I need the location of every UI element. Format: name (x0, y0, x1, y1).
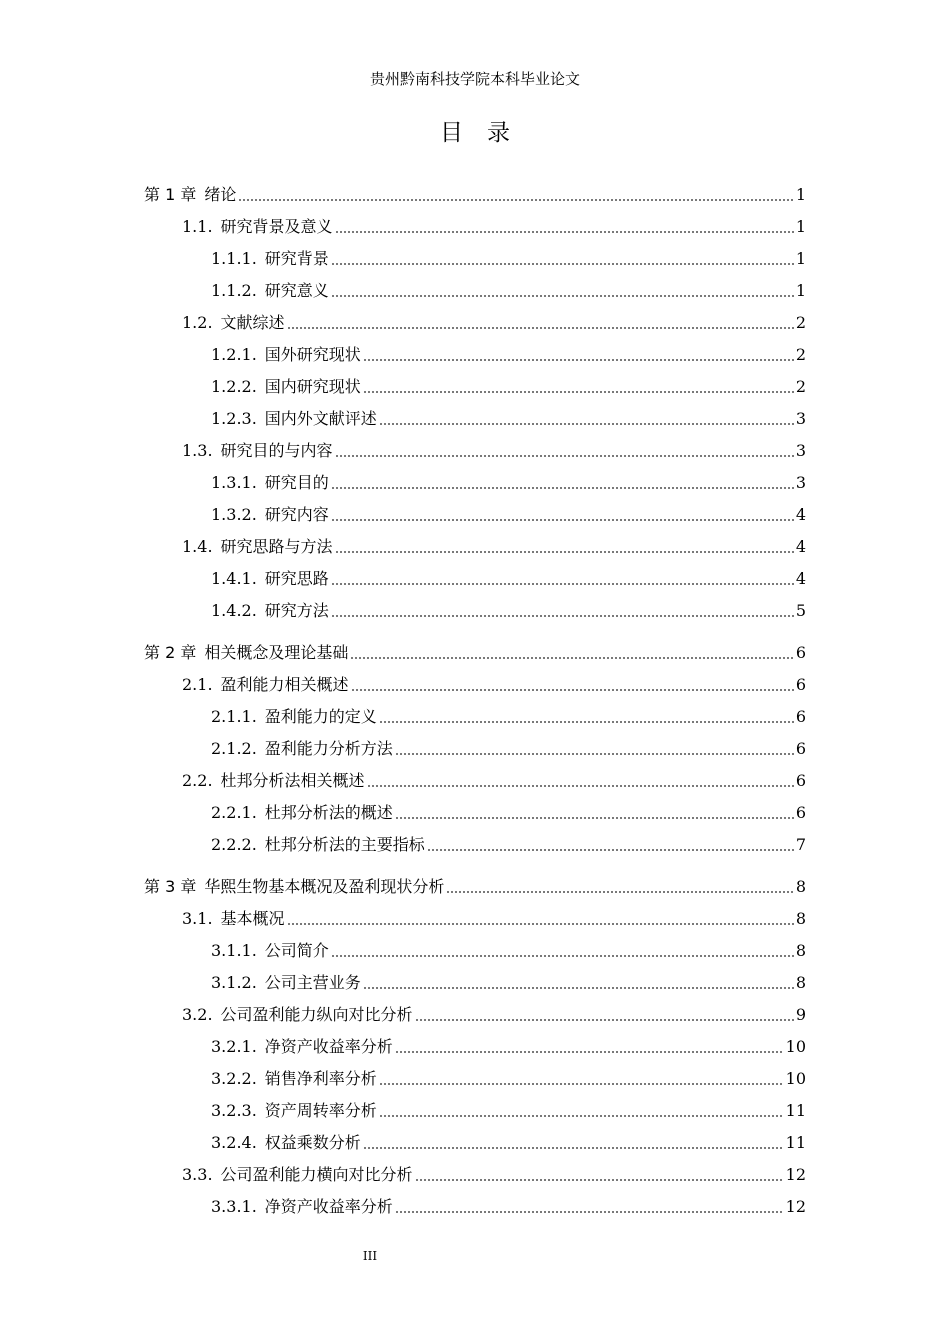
toc-number: 1.3.2. (211, 505, 257, 524)
toc-number: 2.1.2. (211, 739, 257, 758)
toc-leader-dots (331, 955, 794, 957)
toc-section[interactable] (182, 532, 806, 558)
toc-number: 1.2.3. (211, 409, 257, 428)
toc-leader-dots (331, 295, 794, 297)
toc-number: 1.4. (182, 537, 213, 556)
toc-number: 1.1. (182, 217, 213, 236)
toc-page-number: 1 (795, 249, 806, 268)
toc-section[interactable] (182, 904, 806, 930)
toc-page-number: 4 (795, 569, 806, 588)
toc-leader-dots (379, 1115, 784, 1117)
toc-section[interactable] (182, 1160, 806, 1186)
toc-section[interactable] (182, 212, 806, 238)
toc-subsection[interactable] (211, 830, 806, 856)
toc-number: 2.2.1. (211, 803, 257, 822)
toc-number: 2.2.2. (211, 835, 257, 854)
toc-subsection[interactable] (211, 1064, 806, 1090)
toc-number: 3.2.4. (211, 1133, 257, 1152)
toc-leader-dots (363, 391, 794, 393)
toc-page-number: 6 (795, 675, 806, 694)
toc-leader-dots (379, 1083, 784, 1085)
toc-subsection[interactable] (211, 340, 806, 366)
toc-number: 第 2 章 (144, 643, 197, 662)
toc-number: 1.1.1. (211, 249, 257, 268)
toc-page-number: 1 (795, 185, 806, 204)
toc-leader-dots (395, 817, 794, 819)
toc-page-number: 8 (795, 909, 806, 928)
toc-page-number: 11 (785, 1101, 806, 1120)
toc-number: 3.2.2. (211, 1069, 257, 1088)
toc-title: 杜邦分析法相关概述 (220, 771, 365, 790)
toc-section[interactable] (182, 1000, 806, 1026)
toc-title: 华熙生物基本概况及盈利现状分析 (204, 877, 445, 896)
toc-number: 1.3.1. (211, 473, 257, 492)
toc-number: 3.2.3. (211, 1101, 257, 1120)
toc-leader-dots (287, 327, 794, 329)
toc-title: 公司简介 (264, 941, 329, 960)
toc-leader-dots (351, 689, 794, 691)
toc-page-number: 4 (795, 537, 806, 556)
toc-subsection[interactable] (211, 734, 806, 760)
toc-page-number: 6 (795, 739, 806, 758)
toc-number: 3.3.1. (211, 1197, 257, 1216)
toc-title: 净资产收益率分析 (264, 1037, 393, 1056)
toc-leader-dots (335, 231, 794, 233)
toc-number: 3.2. (182, 1005, 213, 1024)
toc-subsection[interactable] (211, 564, 806, 590)
toc-number: 1.2.2. (211, 377, 257, 396)
toc-subsection[interactable] (211, 968, 806, 994)
toc-number: 3.1.1. (211, 941, 257, 960)
toc-page-number: 10 (785, 1069, 806, 1088)
toc-title: 盈利能力相关概述 (220, 675, 349, 694)
toc-title: 研究目的与内容 (220, 441, 333, 460)
toc-leader-dots (363, 359, 794, 361)
toc-section[interactable] (182, 670, 806, 696)
toc-title: 盈利能力分析方法 (264, 739, 393, 758)
toc-number: 2.1.1. (211, 707, 257, 726)
toc-chapter[interactable] (144, 872, 806, 898)
toc-title: 国内研究现状 (264, 377, 361, 396)
toc-title: 公司主营业务 (264, 973, 361, 992)
toc-title: 公司盈利能力纵向对比分析 (220, 1005, 413, 1024)
toc-page-number: 2 (795, 345, 806, 364)
toc-page-number: 3 (795, 409, 806, 428)
toc-title: 研究背景 (264, 249, 329, 268)
toc-subsection[interactable] (211, 372, 806, 398)
toc-title: 研究思路 (264, 569, 329, 588)
toc-title: 绪论 (204, 185, 237, 204)
toc-title: 国内外文献评述 (264, 409, 377, 428)
toc-leader-dots (331, 263, 794, 265)
page-title: 目录 (440, 120, 534, 146)
toc-number: 第 1 章 (144, 185, 197, 204)
toc-leader-dots (238, 199, 793, 201)
toc-page-number: 6 (795, 803, 806, 822)
toc-title: 国外研究现状 (264, 345, 361, 364)
toc-subsection[interactable] (211, 500, 806, 526)
toc-number: 2.1. (182, 675, 213, 694)
toc-subsection[interactable] (211, 1192, 806, 1218)
toc-page-number: 4 (795, 505, 806, 524)
toc-page-number: 2 (795, 377, 806, 396)
toc-number: 3.3. (182, 1165, 213, 1184)
toc-number: 1.4.1. (211, 569, 257, 588)
running-header: 贵州黔南科技学院本科毕业论文 (369, 70, 580, 88)
toc-page-number: 9 (795, 1005, 806, 1024)
toc-page-number: 8 (795, 877, 806, 896)
toc-subsection[interactable] (211, 936, 806, 962)
toc-page-number: 11 (785, 1133, 806, 1152)
toc-page-number: 7 (795, 835, 806, 854)
toc-leader-dots (331, 583, 794, 585)
toc-subsection[interactable] (211, 702, 806, 728)
toc-leader-dots (331, 615, 794, 617)
toc-title: 文献综述 (220, 313, 285, 332)
toc-number: 3.2.1. (211, 1037, 257, 1056)
toc-subsection[interactable] (211, 468, 806, 494)
toc-leader-dots (395, 1051, 784, 1053)
toc-leader-dots (335, 455, 794, 457)
toc-page-number: 3 (795, 473, 806, 492)
toc-title: 研究方法 (264, 601, 329, 620)
toc-subsection[interactable] (211, 1032, 806, 1058)
toc-page-number: 3 (795, 441, 806, 460)
toc-leader-dots (350, 657, 793, 659)
toc-number: 1.2. (182, 313, 213, 332)
toc-number: 1.1.2. (211, 281, 257, 300)
toc-title: 研究背景及意义 (220, 217, 333, 236)
toc-number: 3.1. (182, 909, 213, 928)
toc-title: 研究思路与方法 (220, 537, 333, 556)
toc-leader-dots (331, 487, 794, 489)
toc-page-number: 12 (785, 1165, 806, 1184)
toc-title: 研究目的 (264, 473, 329, 492)
toc-leader-dots (446, 891, 793, 893)
toc-leader-dots (335, 551, 794, 553)
toc-title: 销售净利率分析 (264, 1069, 377, 1088)
toc-page-number: 6 (795, 707, 806, 726)
toc-page-number: 1 (795, 281, 806, 300)
toc-page-number: 8 (795, 973, 806, 992)
toc-number: 2.2. (182, 771, 213, 790)
toc-page-number: 2 (795, 313, 806, 332)
toc-leader-dots (415, 1179, 784, 1181)
toc-title: 杜邦分析法的主要指标 (264, 835, 425, 854)
toc-subsection[interactable] (211, 1096, 806, 1122)
toc-leader-dots (395, 753, 794, 755)
toc-subsection[interactable] (211, 1128, 806, 1154)
toc-number: 1.3. (182, 441, 213, 460)
toc-page-number: 5 (795, 601, 806, 620)
toc-title: 相关概念及理论基础 (204, 643, 349, 662)
toc-section[interactable] (182, 308, 806, 334)
toc-page-number: 10 (785, 1037, 806, 1056)
toc-section[interactable] (182, 436, 806, 462)
toc-number: 第 3 章 (144, 877, 197, 896)
toc-title: 权益乘数分析 (264, 1133, 361, 1152)
toc-leader-dots (367, 785, 794, 787)
page-number: III (362, 1249, 378, 1263)
toc-title: 公司盈利能力横向对比分析 (220, 1165, 413, 1184)
toc-leader-dots (427, 849, 794, 851)
toc-leader-dots (379, 721, 794, 723)
toc-title: 盈利能力的定义 (264, 707, 377, 726)
toc-number: 1.4.2. (211, 601, 257, 620)
toc-title: 净资产收益率分析 (264, 1197, 393, 1216)
toc-subsection[interactable] (211, 404, 806, 430)
toc-page-number: 6 (795, 771, 806, 790)
toc-number: 3.1.2. (211, 973, 257, 992)
toc-subsection[interactable] (211, 276, 806, 302)
toc-leader-dots (363, 987, 794, 989)
toc-title: 资产周转率分析 (264, 1101, 377, 1120)
toc-subsection[interactable] (211, 596, 806, 622)
toc-subsection[interactable] (211, 244, 806, 270)
toc-chapter[interactable] (144, 180, 806, 206)
toc-page-number: 12 (785, 1197, 806, 1216)
toc-page-number: 8 (795, 941, 806, 960)
toc-leader-dots (415, 1019, 794, 1021)
toc-title: 研究意义 (264, 281, 329, 300)
toc-subsection[interactable] (211, 798, 806, 824)
toc-number: 1.2.1. (211, 345, 257, 364)
toc-page-number: 6 (795, 643, 806, 662)
toc-leader-dots (395, 1211, 784, 1213)
toc-leader-dots (287, 923, 794, 925)
toc-page-number: 1 (795, 217, 806, 236)
toc-title: 杜邦分析法的概述 (264, 803, 393, 822)
toc-leader-dots (331, 519, 794, 521)
toc-chapter[interactable] (144, 638, 806, 664)
toc-title: 基本概况 (220, 909, 285, 928)
toc-title: 研究内容 (264, 505, 329, 524)
toc-leader-dots (363, 1147, 784, 1149)
toc-leader-dots (379, 423, 794, 425)
toc-section[interactable] (182, 766, 806, 792)
